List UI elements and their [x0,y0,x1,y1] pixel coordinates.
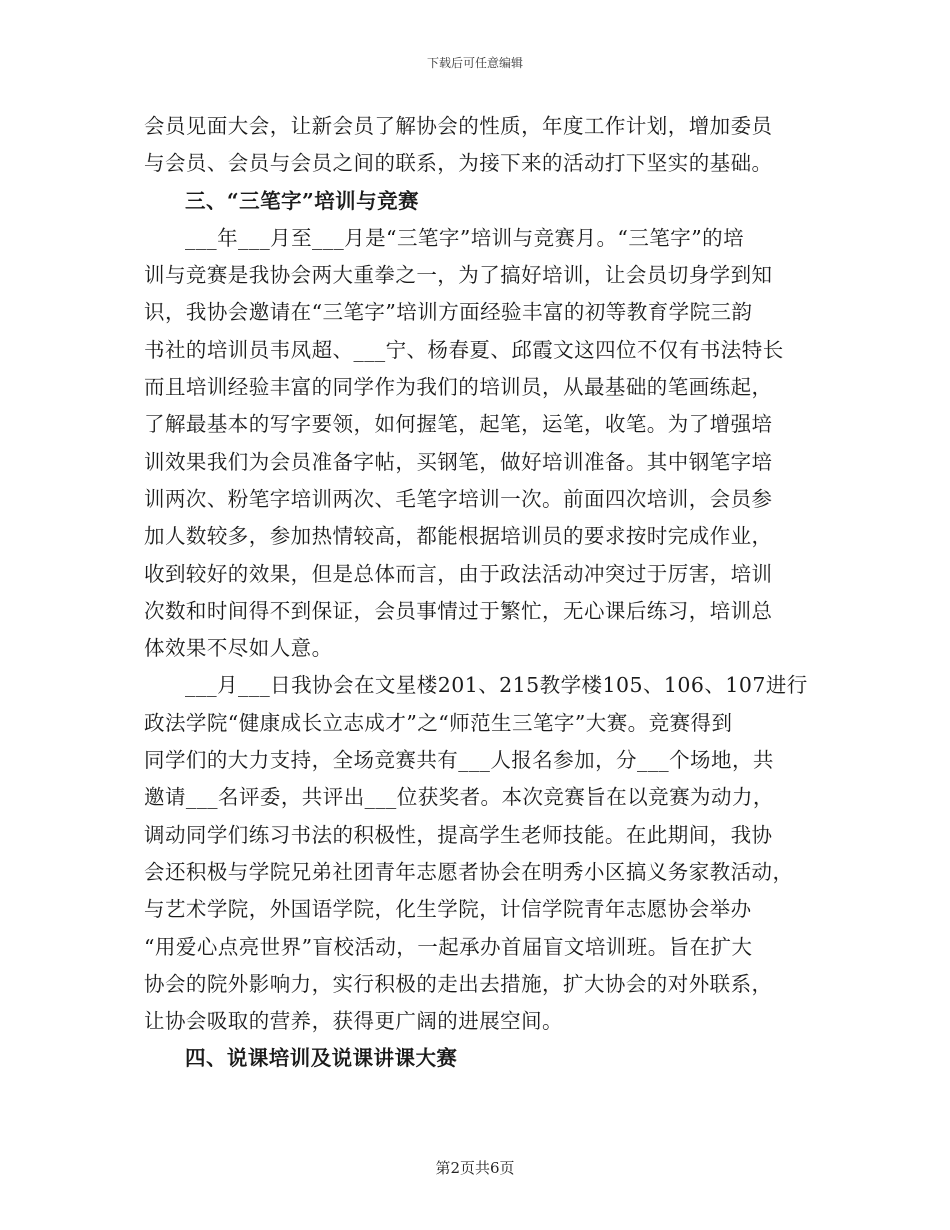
document-body [144,108,814,1078]
text-line: 了解最基本的写字要领，如何握笔，起笔，运笔，收笔。为了增强培 [144,412,773,437]
text-line: 会员见面大会，让新会员了解协会的性质，年度工作计划，增加委员 [144,114,773,138]
section-heading: 三、“三笔字”培训与竞赛 [185,188,419,213]
text-line: 训两次、粉笔字培训两次、毛笔字培训一次。前面四次培训，会员参 [144,486,773,511]
text-line: 次数和时间得不到保证，会员事情过于繁忙，无心课后练习，培训总 [144,598,773,623]
text-line: 会还积极与学院兄弟社团青年志愿者协会在明秀小区搞义务家教活动， [144,859,794,884]
text-line: 书社的培训员韦凤超、___宁、杨春夏、邱霞文这四位不仅有书法特长 [144,337,784,362]
text-line: 调动同学们练习书法的积极性，提高学生老师技能。在此期间，我协 [144,822,773,847]
text-line: 体效果不尽如人意。 [144,636,333,661]
paragraph-start: ___年___月至___月是“三笔字”培训与竞赛月。“三笔字”的培 [185,225,745,250]
text-line: 识，我协会邀请在“三笔字”培训方面经验丰富的初等教育学院三韵 [144,300,753,325]
text-line: 同学们的大力支持，全场竞赛共有___人报名参加，分___个场地，共 [144,748,774,773]
page-number: 第2页共6页 [435,1159,515,1177]
paragraph-start: ___月___日我协会在文星楼201、215教学楼105、106、107进行 [185,673,808,698]
text-line: 邀请___名评委，共评出___位获奖者。本次竞赛旨在以竞赛为动力， [144,785,774,810]
text-line: 加人数较多，参加热情较高，都能根据培训员的要求按时完成作业， [144,524,773,549]
text-line: 让协会吸取的营养，获得更广阔的进展空间。 [144,1009,563,1034]
text-line: 协会的院外影响力，实行积极的走出去措施，扩大协会的对外联系， [144,971,773,996]
text-line: 与会员、会员与会员之间的联系，为接下来的活动打下坚实的基础。 [144,151,773,176]
text-line: 训与竞赛是我协会两大重拳之一，为了搞好培训，让会员切身学到知 [144,263,773,288]
text-line: 收到较好的效果，但是总体而言，由于政法活动冲突过于厉害，培训 [144,561,773,586]
text-line: 与艺术学院，外国语学院，化生学院，计信学院青年志愿协会举办 [144,897,752,922]
section-heading: 四、说课培训及说课讲课大赛 [185,1046,458,1071]
text-line: 政法学院“健康成长立志成才”之“师范生三笔字”大赛。竞赛得到 [144,710,733,735]
text-line: “用爱心点亮世界”盲校活动，一起承办首届盲文培训班。旨在扩大 [144,934,753,959]
text-line: 而且培训经验丰富的同学作为我们的培训员，从最基础的笔画练起， [144,375,773,400]
text-line: 训效果我们为会员准备字帖，买钢笔，做好培训准备。其中钢笔字培 [144,449,773,474]
page-header: 下载后可任意编辑 [426,56,523,70]
